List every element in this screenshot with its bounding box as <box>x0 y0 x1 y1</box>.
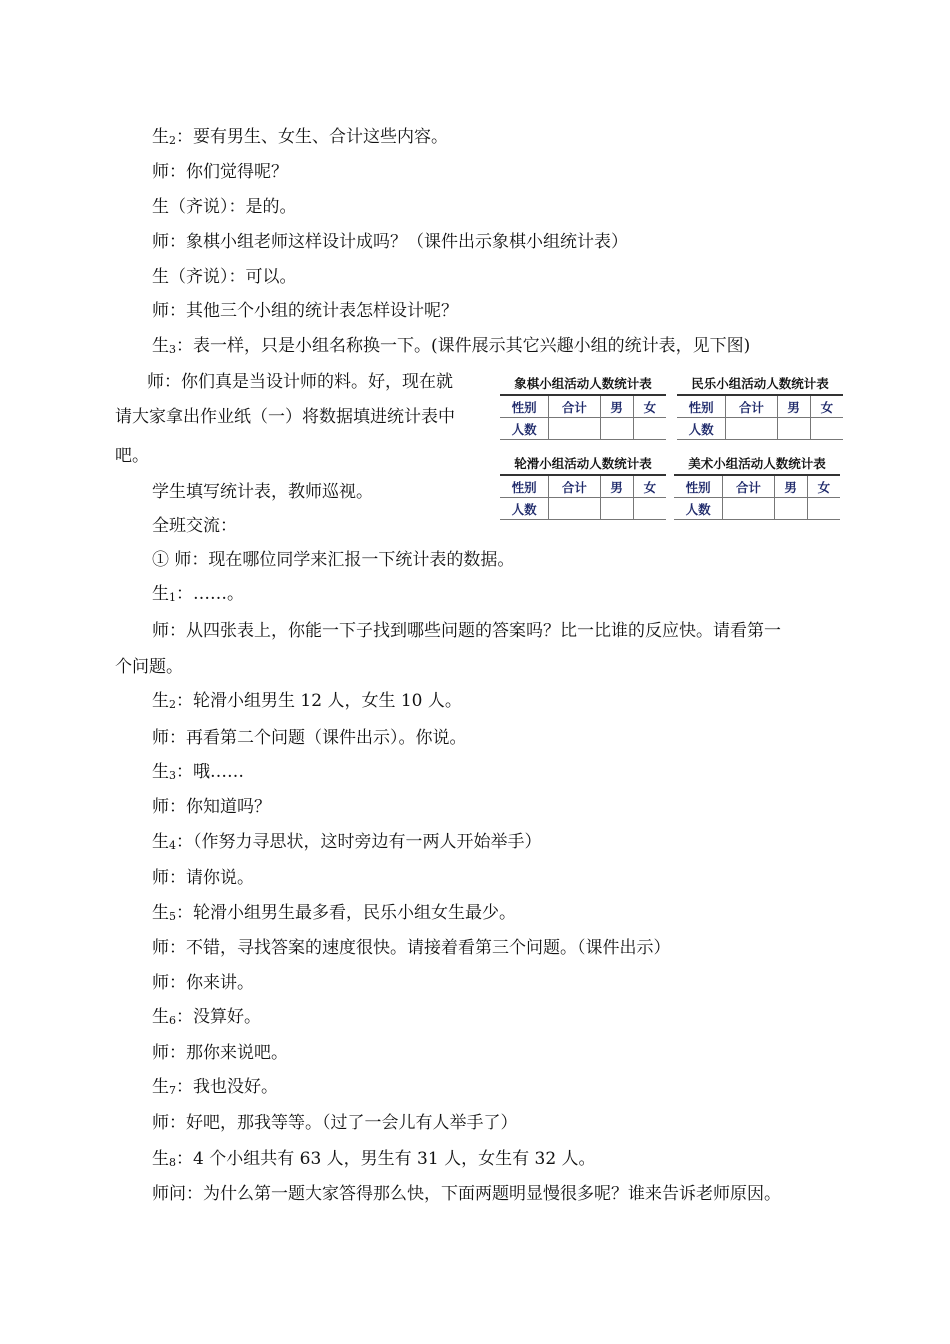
dialogue-line: 师：其他三个小组的统计表怎样设计呢？ <box>152 301 458 321</box>
empty-cell[interactable] <box>633 498 666 520</box>
dialogue-line: 师：你来讲。 <box>152 973 254 993</box>
stat-table-meishu <box>674 454 840 520</box>
header-cell: 女 <box>633 395 666 418</box>
empty-cell[interactable] <box>774 498 807 520</box>
stat-table <box>674 474 840 520</box>
header-cell: 男 <box>777 395 810 418</box>
dialogue-line: 师：再看第二个问题（课件出示）。你说。 <box>152 728 467 748</box>
dialogue-line: 生$_2$：要有男生、女生、合计这些内容。 <box>152 127 448 147</box>
empty-cell[interactable] <box>600 418 633 440</box>
dialogue-line: 师：你知道吗？ <box>152 797 271 817</box>
dialogue-line: 师：从四张表上，你能一下子找到哪些问题的答案吗？比一比谁的反应快。请看第一 <box>152 621 781 641</box>
dialogue-line: 生$_7$：我也没好。 <box>152 1077 278 1097</box>
dialogue-line: 师：你们觉得呢？ <box>152 162 288 182</box>
dialogue-line: 师：请你说。 <box>152 868 254 888</box>
header-cell: 合计 <box>549 475 600 498</box>
stat-table <box>500 474 666 520</box>
empty-cell[interactable] <box>726 418 777 440</box>
dialogue-line: 师：不错，寻找答案的速度很快。请接着看第三个问题。（课件出示） <box>152 938 671 958</box>
header-cell: 男 <box>774 475 807 498</box>
empty-cell[interactable] <box>777 418 810 440</box>
dialogue-line: 师：好吧，那我等等。（过了一会儿有人举手了） <box>152 1113 518 1133</box>
stat-table-lunhua <box>500 454 666 520</box>
dialogue-line: 生$_1$：……。 <box>152 584 244 604</box>
stat-table <box>677 394 843 440</box>
header-cell: 女 <box>810 395 843 418</box>
stat-table <box>500 394 666 440</box>
dialogue-line: 师：象棋小组老师这样设计成吗？（课件出示象棋小组统计表） <box>152 232 628 252</box>
dialogue-line: 生（齐说）：是的。 <box>152 197 297 217</box>
dialogue-line: ① 师：现在哪位同学来汇报一下统计表的数据。 <box>152 550 515 570</box>
header-cell: 合计 <box>723 475 774 498</box>
dialogue-line: 师：那你来说吧。 <box>152 1043 288 1063</box>
header-cell: 女 <box>633 475 666 498</box>
empty-cell[interactable] <box>807 498 840 520</box>
dialogue-line: 生（齐说）：可以。 <box>152 267 297 287</box>
row-label-cell: 人数 <box>500 498 549 520</box>
header-cell: 性别 <box>500 395 549 418</box>
dialogue-line: 学生填写统计表，教师巡视。 <box>152 482 373 502</box>
empty-cell[interactable] <box>723 498 774 520</box>
dialogue-line: 生$_8$：4 个小组共有 63 人，男生有 31 人，女生有 32 人。 <box>152 1149 596 1169</box>
row-label-cell: 人数 <box>500 418 549 440</box>
header-cell: 女 <box>807 475 840 498</box>
stat-table-xiangqi <box>500 374 666 440</box>
table-title: 象棋小组活动人数统计表 <box>514 376 652 391</box>
header-cell: 合计 <box>549 395 600 418</box>
dialogue-line: 生$_6$：没算好。 <box>152 1007 261 1027</box>
header-cell: 男 <box>600 475 633 498</box>
header-cell: 合计 <box>726 395 777 418</box>
empty-cell[interactable] <box>633 418 666 440</box>
dialogue-line: 生$_4$：（作努力寻思状，这时旁边有一两人开始举手） <box>152 832 542 852</box>
dialogue-line: 生$_3$：哦…… <box>152 762 244 782</box>
dialogue-line: 生$_5$：轮滑小组男生最多看，民乐小组女生最少。 <box>152 903 516 923</box>
table-title: 美术小组活动人数统计表 <box>688 456 826 471</box>
dialogue-line: 生$_3$：表一样，只是小组名称换一下。(课件展示其它兴趣小组的统计表，见下图) <box>152 336 751 356</box>
dialogue-line: 生$_2$：轮滑小组男生 12 人，女生 10 人。 <box>152 691 462 711</box>
dialogue-line: 请大家拿出作业纸（一）将数据填进统计表中 <box>115 407 455 427</box>
statistics-tables-figure <box>500 374 845 529</box>
row-label-cell: 人数 <box>677 418 726 440</box>
dialogue-line: 个问题。 <box>115 657 183 677</box>
dialogue-line: 师：你们真是当设计师的料。好，现在就 <box>147 372 453 392</box>
table-title: 轮滑小组活动人数统计表 <box>514 456 652 471</box>
dialogue-line: 全班交流： <box>152 516 237 536</box>
empty-cell[interactable] <box>549 498 600 520</box>
header-cell: 性别 <box>674 475 723 498</box>
empty-cell[interactable] <box>600 498 633 520</box>
dialogue-line: 师问：为什么第一题大家答得那么快，下面两题明显慢很多呢？谁来告诉老师原因。 <box>152 1184 781 1204</box>
header-cell: 男 <box>600 395 633 418</box>
table-title: 民乐小组活动人数统计表 <box>691 376 829 391</box>
header-cell: 性别 <box>500 475 549 498</box>
header-cell: 性别 <box>677 395 726 418</box>
stat-table-minyue <box>677 374 843 440</box>
dialogue-line: 吧。 <box>115 446 149 466</box>
row-label-cell: 人数 <box>674 498 723 520</box>
empty-cell[interactable] <box>810 418 843 440</box>
empty-cell[interactable] <box>549 418 600 440</box>
